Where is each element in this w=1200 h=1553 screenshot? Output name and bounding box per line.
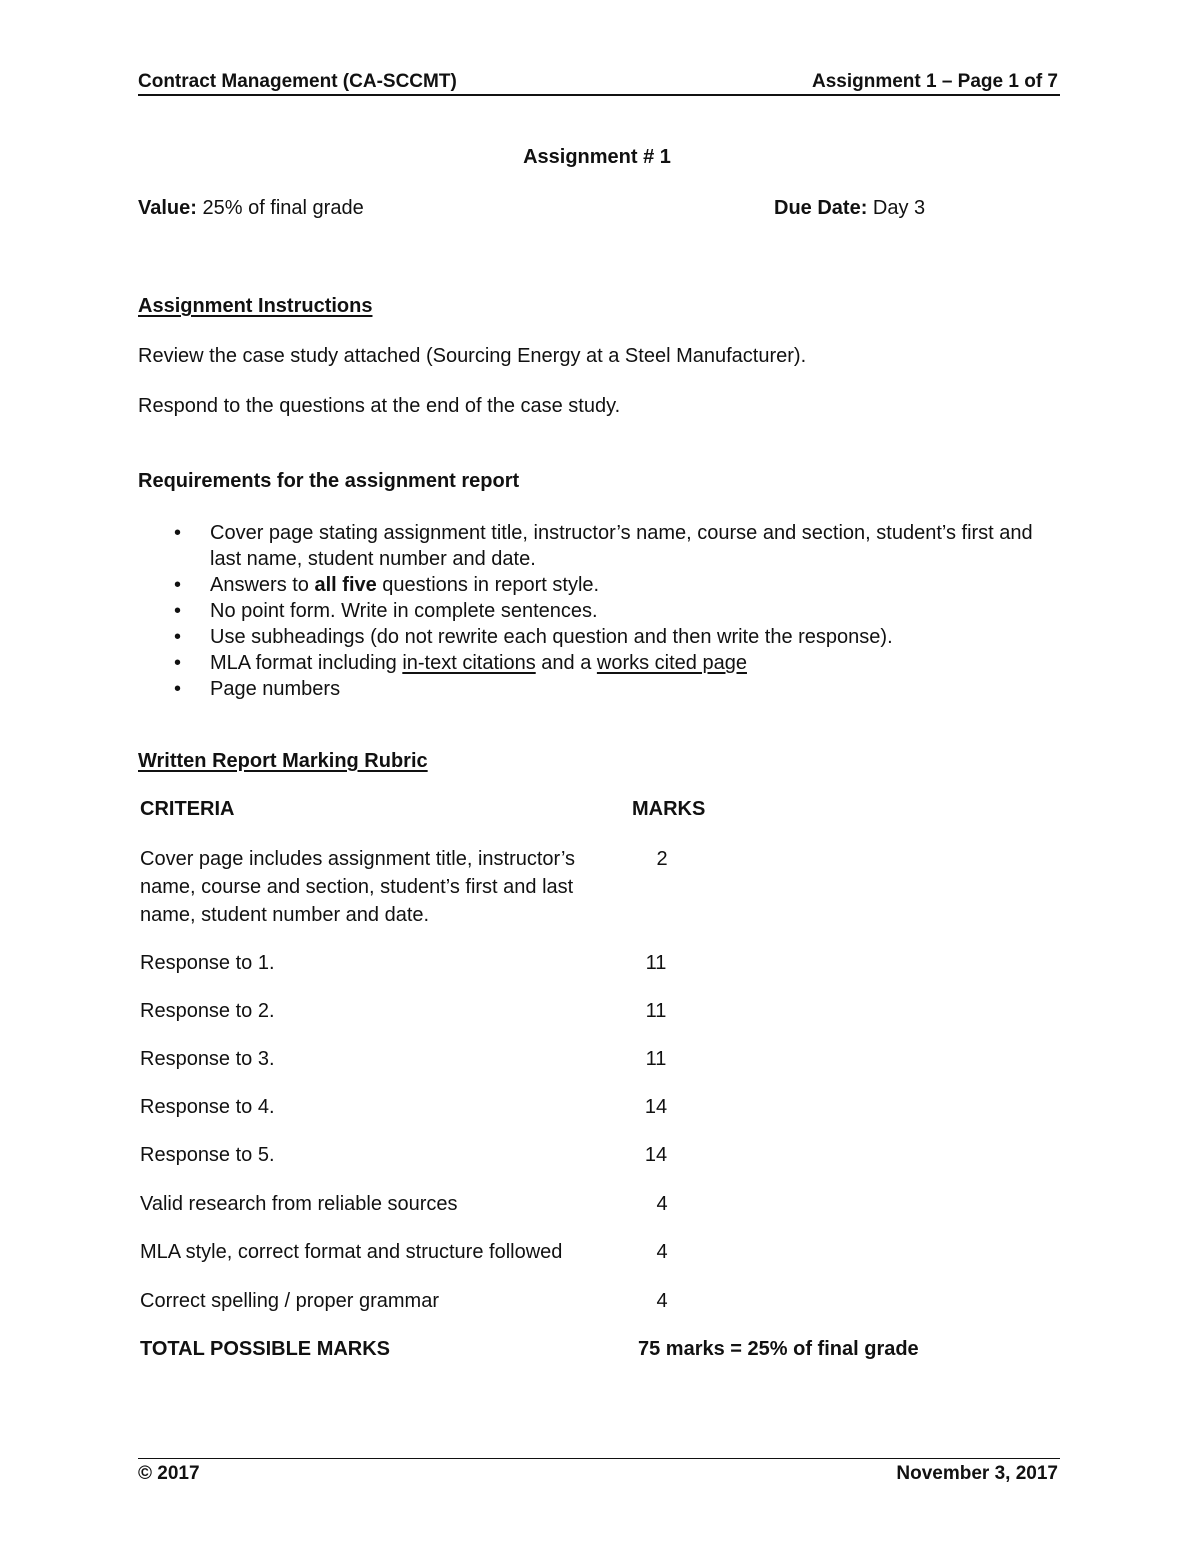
list-item: • Cover page stating assignment title, instructor’s name, course and section, student’s first and last name, student number and date. [174, 522, 1033, 570]
rubric-marks-cell: 14 [644, 1144, 668, 1166]
bullet-icon: • [174, 522, 182, 544]
rubric-marks-header: MARKS [632, 798, 706, 820]
instructions-heading: Assignment Instructions [138, 295, 373, 317]
instructions-paragraph-1: Review the case study attached (Sourcing Energy at a Steel Manufacturer). [138, 345, 807, 367]
rubric-marks-cell: 4 [656, 1290, 668, 1312]
due-date-line [774, 197, 925, 220]
requirements-list [138, 520, 1068, 702]
header-course-title: Contract Management (CA-SCCMT) [138, 71, 457, 92]
rubric-criteria-cell: Response to 2. [140, 1000, 275, 1022]
rubric-criteria-header: CRITERIA [140, 798, 235, 820]
rubric-marks-cell: 4 [656, 1193, 668, 1215]
value-line [138, 197, 364, 220]
bullet-icon: • [174, 626, 182, 648]
rubric-criteria-cell: Response to 5. [140, 1144, 275, 1166]
bullet-icon: • [174, 574, 182, 596]
rubric-marks-cell: 2 [656, 848, 668, 870]
bullet-icon: • [174, 678, 182, 700]
header-page-info: Assignment 1 – Page 1 of 7 [811, 71, 1058, 92]
list-item: • Answers to all five questions in report style. [174, 574, 600, 596]
value-text: 25% of final grade [196, 197, 364, 219]
footer-date: November 3, 2017 [896, 1463, 1058, 1484]
rubric-criteria-cell: Response to 1. [140, 952, 275, 974]
rubric-marks-cell: 11 [645, 1000, 667, 1022]
bullet-icon: • [174, 652, 182, 674]
rubric-criteria-cell: Correct spelling / proper grammar [140, 1290, 439, 1312]
rubric-total-value: 75 marks = 25% of final grade [638, 1338, 919, 1360]
rubric-criteria-cell: MLA style, correct format and structure followed [140, 1241, 563, 1263]
rubric-criteria-cell: Response to 4. [140, 1096, 275, 1118]
rubric-marks-cell: 11 [645, 1048, 667, 1070]
rubric-marks-cell: 14 [644, 1096, 668, 1118]
due-date-text: Day 3 [867, 197, 926, 219]
value-label: Value: [138, 197, 197, 219]
works-cited-page-link: works cited page [596, 652, 747, 674]
rubric-heading: Written Report Marking Rubric [138, 750, 428, 772]
rubric-marks-cell: 11 [645, 952, 667, 974]
instructions-paragraph-2: Respond to the questions at the end of the case study. [138, 395, 621, 417]
assignment-title: Assignment # 1 [523, 146, 671, 168]
rubric-total-label: TOTAL POSSIBLE MARKS [140, 1338, 391, 1360]
rubric-criteria-cell: Cover page includes assignment title, instructor’s name, course and section, student’s first and last name, student number and date. [140, 848, 576, 926]
header-rule [138, 94, 1060, 96]
footer-rule [138, 1458, 1060, 1459]
list-item: • Use subheadings (do not rewrite each question and then write the response). [174, 626, 893, 648]
bullet-icon: • [174, 600, 182, 622]
requirements-heading: Requirements for the assignment report [138, 470, 520, 492]
rubric-criteria-cell: Valid research from reliable sources [140, 1193, 458, 1215]
footer-copyright: © 2017 [138, 1463, 200, 1484]
list-item: • Page numbers [174, 678, 341, 700]
list-item: • MLA format including in-text citations and a works cited page [174, 652, 747, 674]
rubric-marks-cell: 4 [656, 1241, 668, 1263]
rubric-criteria-cell: Response to 3. [140, 1048, 275, 1070]
list-item: • No point form. Write in complete sentences. [174, 600, 598, 622]
in-text-citations-link: in-text citations [402, 652, 536, 674]
due-date-label: Due Date: [774, 197, 868, 219]
